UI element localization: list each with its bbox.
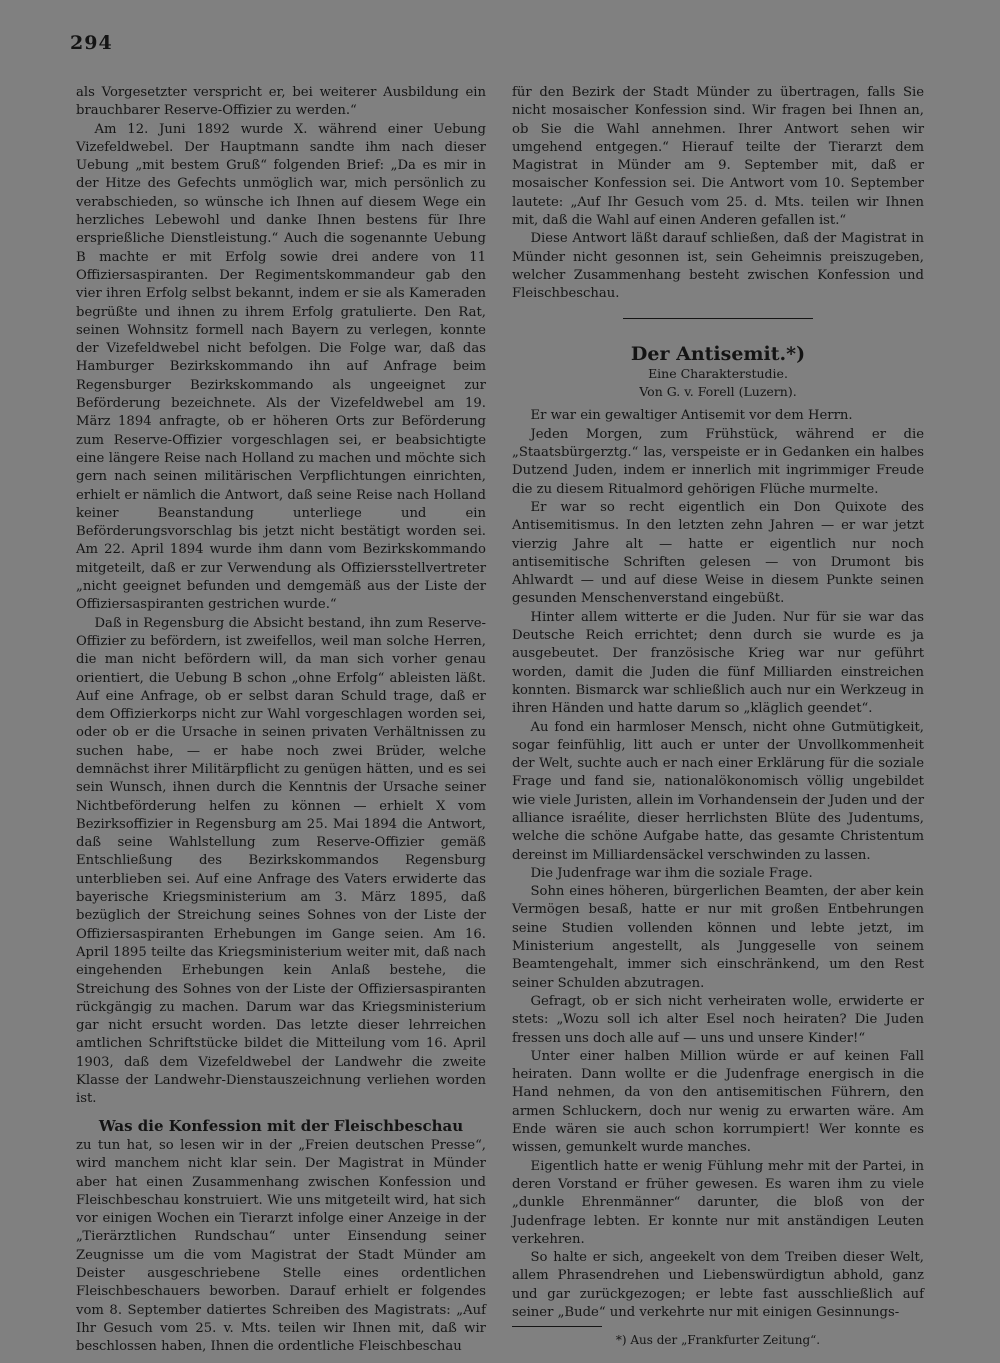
article-title: Der Antisemit.*) (630, 342, 806, 365)
section-divider (623, 318, 813, 319)
article-byline: Von G. v. Forell (Luzern). (639, 384, 797, 400)
section-heading: Was die Konfession mit der Fleischbeschau (98, 1116, 464, 1135)
left-column (76, 84, 486, 1356)
paragraph: Gefragt, ob er sich nicht verheiraten wolle, erwiderte er stets: „Wozu soll ich alter Esel noch heiraten? Die Juden fressen uns doch alle auf — uns und unsere Kinder!“ (512, 993, 924, 1046)
paragraph: Sohn eines höheren, bürgerlichen Beamten, der aber kein Vermögen besaß, hatte er nur mit großen Entbehrungen seine Studien vollenden können und lebte jetzt, im Ministerium angestellt, als Junggeselle von seinem Beamtengehalt, immer sich einschränkend, um den Rest seiner Schulden abzutragen. (512, 884, 924, 991)
right-column (512, 84, 924, 1350)
paragraph: zu tun hat, so lesen wir in der „Freien deutschen Presse“, wird manchem nicht klar sein. Der Magistrat in Münder aber hat einen Zusammenhang zwischen Konfession und Fleischbeschau konstruiert. Wie uns mitgeteilt wird, hat sich vor einigen Wochen ein Tierarzt infolge einer Anzeige in der „Tierärztlichen Rundschau“ unter Einsendung seiner Zeugnisse um die vom Magistrat der Stadt Münder am Deister ausgeschriebene Stelle eines ordentlichen Fleischbeschauers beworben. Darauf erhielt er folgendes vom 8. September datiertes Schreiben des Magistrats: „Auf Ihr Gesuch vom 25. v. Mts. teilen wir Ihnen mit, daß wir beschlossen haben, Ihnen die ordentliche Fleischbeschau (76, 1137, 486, 1355)
paragraph: So halte er sich, angeekelt von dem Treiben dieser Welt, allem Phrasendrehen und Liebenswürdigtun abhold, ganz und gar zurückgezogen; er lebte fast ausschließlich auf seiner „Bude“ und verkehrte nur mit einigen Gesinnungs- (512, 1250, 924, 1320)
footnote-rule (512, 1326, 602, 1327)
paragraph: als Vorgesetzter verspricht er, bei weiterer Ausbildung ein brauchbarer Reserve-Offizier zu werden.“ (76, 85, 486, 119)
paragraph: Au fond ein harmloser Mensch, nicht ohne Gutmütigkeit, sogar feinfühlig, litt auch er unter der Unvollkommenheit der Welt, suchte auch er nach einer Erklärung für die soziale Frage und fand sie, nationalökonomisch völlig ungebildet wie viele Juristen, allein im Vorhandensein der Juden und der alliance israélite, dieser herrlichsten Blüte des Judentums, welche die schöne Aufgabe hatte, das gesamte Christentum dereinst im Milliardensäckel verschwinden zu lassen. (512, 719, 924, 863)
paragraph: Unter einer halben Million würde er auf keinen Fall heiraten. Dann wollte er die Judenfrage energisch in die Hand nehmen, da von den antisemitischen Führern, den armen Schluckern, doch nur wenig zu erwarten wäre. Am Ende wären sie auch schon korrumpiert! Wer konnte es wissen, gemunkelt wurde manches. (512, 1048, 924, 1156)
article-subtitle: Eine Charakterstudie. (648, 365, 788, 381)
footnote: *) Aus der „Frankfurter Zeitung“. (615, 1333, 821, 1348)
paragraph: Jeden Morgen, zum Frühstück, während er die „Staatsbürgerztg.“ las, verspeiste er in Gedanken ein halbes Dutzend Juden, indem er innerlich mit ingrimmiger Freude die zu diesem Ritualmord gehörigen Flüche murmelte. (512, 426, 924, 497)
paragraph: Daß in Regensburg die Absicht bestand, ihn zum Reserve-Offizier zu befördern, ist zweifellos, weil man solche Herren, die man nicht befördern will, da man sich vorher genau orientiert, die Uebung B schon „ohne Erfolg“ ableisten läßt. Auf eine Anfrage, ob er selbst daran Schuld trage, daß er dem Offizierkorps nicht zur Wahl vorgeschlagen worden sei, oder ob er die Ursache in seinen privaten Verhältnissen zu suchen habe, — er habe noch zwei Brüder, welche demnächst ihrer Militärpflicht zu genügen hätten, und es sei sein Wunsch, ihnen durch die Kenntnis der Ursache seiner Nichtbeförderung helfen zu können — erhielt X vom Bezirksoffizier in Regensburg am 25. Mai 1894 die Antwort, daß seine Wahlstellung zum Reserve-Offizier gemäß Entschließung des Bezirkskommandos Regensburg unterblieben sei. Auf eine Anfrage des Vaters erwiderte das bayerische Kriegsministerium am 3. März 1895, daß bezüglich der Streichung seines Sohnes von der Liste der Offiziersaspiranten Erhebungen im Gange seien. Am 16. April 1895 teilte das Kriegsministerium weiter mit, daß nach eingehenden Erhebungen kein Anlaß bestehe, die Streichung des Sohnes von der Liste der Offiziersaspiranten rückgängig zu machen. Darum war das Kriegsministerium gar nicht ersucht worden. Das letzte dieser lehrreichen amtlichen Schriftstücke bildet die Mitteilung vom 16. April 1903, daß dem Vizefeldwebel der Landwehr die zweite Klasse der Landwehr-Dienstauszeichnung verliehen worden ist. (76, 615, 486, 1107)
paragraph: Eigentlich hatte er wenig Fühlung mehr mit der Partei, in deren Vorstand er früher gewesen. Es waren ihm zu viele „dunkle Ehrenmänner“ darunter, die bloß von der Judenfrage lebten. Er konnte nur mit anständigen Leuten verkehren. (512, 1158, 924, 1247)
page-number: 294 (70, 32, 113, 54)
paragraph: Hinter allem witterte er die Juden. Nur für sie war das Deutsche Reich errichtet; denn durch sie wurde es ja ausgebeutet. Der französische Krieg war nur geführt worden, damit die Juden die fünf Milliarden einstreichen konnten. Bismarck war schließlich auch nur ein Werkzeug in ihren Händen und hatte darum so „kläglich geendet“. (512, 609, 924, 717)
paragraph: für den Bezirk der Stadt Münder zu übertragen, falls Sie nicht mosaischer Konfession sind. Wir fragen bei Ihnen an, ob Sie die Wahl annehmen. Ihrer Antwort sehen wir umgehend entgegen.“ Hierauf teilte der Tierarzt dem Magistrat in Münder am 9. September mit, daß er mosaischer Konfession sei. Die Antwort vom 10. September lautete: „Auf Ihr Gesuch vom 25. d. Mts. teilen wir Ihnen mit, daß die Wahl auf einen Anderen gefallen ist.“ (512, 85, 924, 229)
paragraph: Diese Antwort läßt darauf schließen, daß der Magistrat in Münder nicht gesonnen ist, sein Geheimnis preiszugeben, welcher Zusammenhang besteht zwischen Konfession und Fleischbeschau. (512, 231, 924, 302)
paragraph: Die Judenfrage war ihm die soziale Frage. (530, 865, 813, 881)
paragraph: Er war ein gewaltiger Antisemit vor dem Herrn. (530, 408, 853, 424)
paragraph: Er war so recht eigentlich ein Don Quixote des Antisemitismus. In den letzten zehn Jahren — er war jetzt vierzig Jahre alt — hatte er eigentlich nur noch antisemitische Schriften gelesen — von Drumont bis Ahlwardt — und auf diese Weise in diesem Punkte seinen gesunden Menschenverstand eingebüßt. (512, 499, 924, 607)
paragraph: Am 12. Juni 1892 wurde X. während einer Uebung Vizefeldwebel. Der Hauptmann sandte ihm nach dieser Uebung „mit bestem Gruß“ folgenden Brief: „Da es mir in der Hitze des Gefechts unmöglich war, mich persönlich zu verabschieden, so wünsche ich Ihnen auf diesem Wege ein herzliches Lebewohl und danke Ihnen bestens für Ihre ersprießliche Dienstleistung.“ Auch die sogenannte Uebung B machte er mit Erfolg sowie drei andere von 11 Offiziersaspiranten. Der Regimentskommandeur gab den vier ihren Erfolg selbst bekannt, indem er sie als Kameraden begrüßte und ihnen zu ihrem Erfolg gratulierte. Den Rat, seinen Wohnsitz formell nach Bayern zu verlegen, konnte der Vizefeldwebel nicht befolgen. Die Folge war, daß das Hamburger Bezirkskommando ihn auf Anfrage beim Regensburger Bezirkskommando als ungeeignet zur Beförderung bezeichnete. Als der Vizefeldwebel am 19. März 1894 anfragte, ob er höheren Orts zur Beförderung zum Reserve-Offizier vorgeschlagen sei, er beabsichtigte eine längere Reise nach Holland zu machen und möchte sich gern nach seinen militärischen Verpflichtungen einrichten, erhielt er nämlich die Antwort, daß seine Reise nach Holland keiner Beanstandung unterliege und ein Beförderungsvorschlag bis jetzt nicht bestätigt worden sei. Am 22. April 1894 wurde ihm dann vom Bezirkskommando mitgeteilt, daß er zur Verwendung als Offiziersstellvertreter „nicht geeignet befunden und demgemäß aus der Liste der Offiziersaspiranten gestrichen wurde.“ (76, 121, 486, 613)
